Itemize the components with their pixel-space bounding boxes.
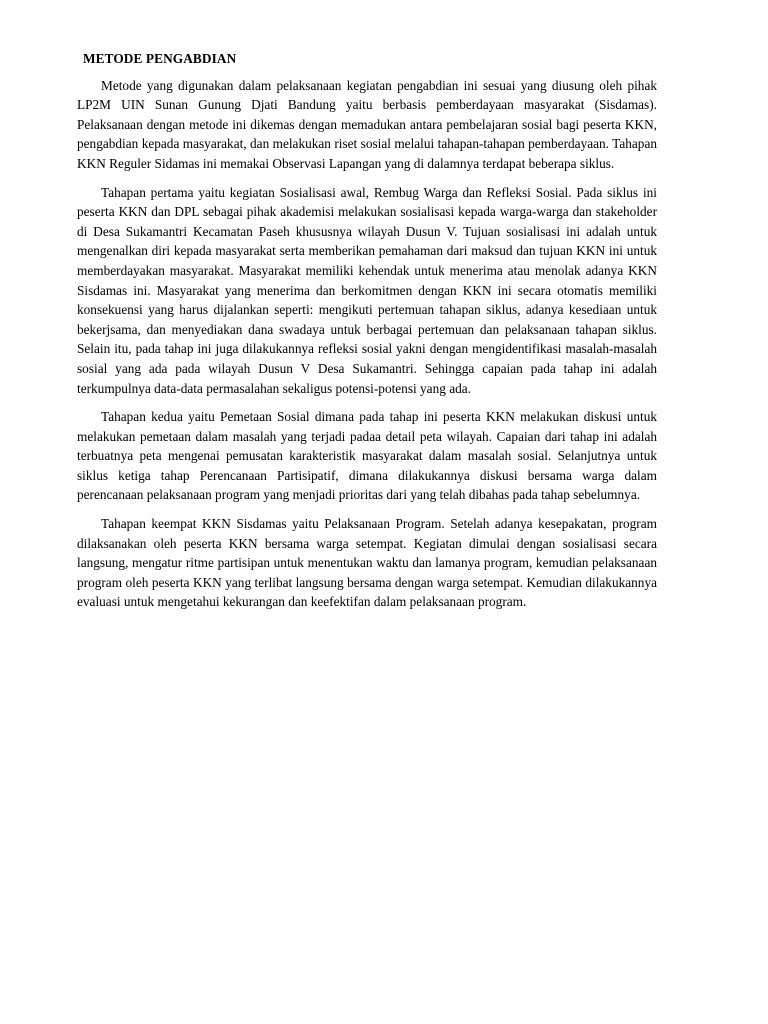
- section-heading: METODE PENGABDIAN: [83, 51, 237, 66]
- document-body: [77, 49, 657, 621]
- paragraph-tahapan-pertama: Tahapan pertama yaitu kegiatan Sosialisasi awal, Rembug Warga dan Refleksi Sosial. Pada siklus ini peserta KKN dan DPL sebagai pihak akademisi melakukan sosialisasi kepada warga-warga dan stakeholder di Desa Sukamantri Kecamatan Paseh khususnya wilayah Dusun V. Tujuan sosialisasi ini adalah untuk mengenalkan diri kepada masyarakat serta memberikan pemahaman dari maksud dan tujuan KKN ini untuk memberdayakan masyarakat. Masyarakat memiliki kehendak untuk menerima atau menolak adanya KKN Sisdamas ini. Masyarakat yang menerima dan berkomitmen dengan KKN ini secara otomatis memiliki konsekuensi yang harus dijalankan seperti: mengikuti pertemuan tahapan siklus, adanya kesediaan untuk bekerjsama, dan menyediakan dana swadaya untuk berbagai pertemuan dan pelaksanaan tahapan siklus. Selain itu, pada tahap ini juga dilakukannya refleksi sosial yakni dengan mengidentifikasi masalah-masalah sosial yang ada pada wilayah Dusun V Desa Sukamantri. Sehingga capaian pada tahap ini adalah terkumpulnya data-data permasalahan sekaligus potensi-potensi yang ada.: [77, 184, 657, 396]
- paragraph-tahapan-keempat: Tahapan keempat KKN Sisdamas yaitu Pelaksanaan Program. Setelah adanya kesepakatan, program dilaksanakan oleh peserta KKN bersama warga setempat. Kegiatan dimulai dengan sosialisasi secara langsung, mengatur ritme partisipan untuk menentukan waktu dan lamanya program, kemudian pelaksanaan program oleh peserta KKN yang terlibat langsung bersama dengan warga setempat. Kemudian dilakukannya evaluasi untuk mengetahui kekurangan dan keefektifan dalam pelaksanaan program.: [77, 516, 657, 610]
- paragraph-metode: Metode yang digunakan dalam pelaksanaan kegiatan pengabdian ini sesuai yang diusung oleh pihak LP2M UIN Sunan Gunung Djati Bandung yaitu berbasis pemberdayaan masyarakat (Sisdamas). Pelaksanaan dengan metode ini dikemas dengan memadukan antara pembelajaran sosial bagi peserta KKN, pengabdian kepada masyarakat, dan melakukan riset sosial melalui tahapan-tahapan pemberdayaan. Tahapan KKN Reguler Sidamas ini memakai Observasi Lapangan yang di dalamnya terdapat beberapa siklus.: [77, 77, 657, 171]
- paragraph-tahapan-kedua: Tahapan kedua yaitu Pemetaan Sosial dimana pada tahap ini peserta KKN melakukan diskusi untuk melakukan pemetaan dalam masalah yang terjadi padaa detail peta wilayah. Capaian dari tahap ini adalah terbuatnya peta mengenai pemusatan karakteristik masyarakat dalam masalah sosial. Selanjutnya untuk siklus ketiga tahap Perencanaan Partisipatif, dimana dilakukannya diskusi bersama warga dalam perencanaan pelaksanaan program yang menjadi prioritas dari yang telah dibahas pada tahap sebelumnya.: [77, 409, 657, 503]
